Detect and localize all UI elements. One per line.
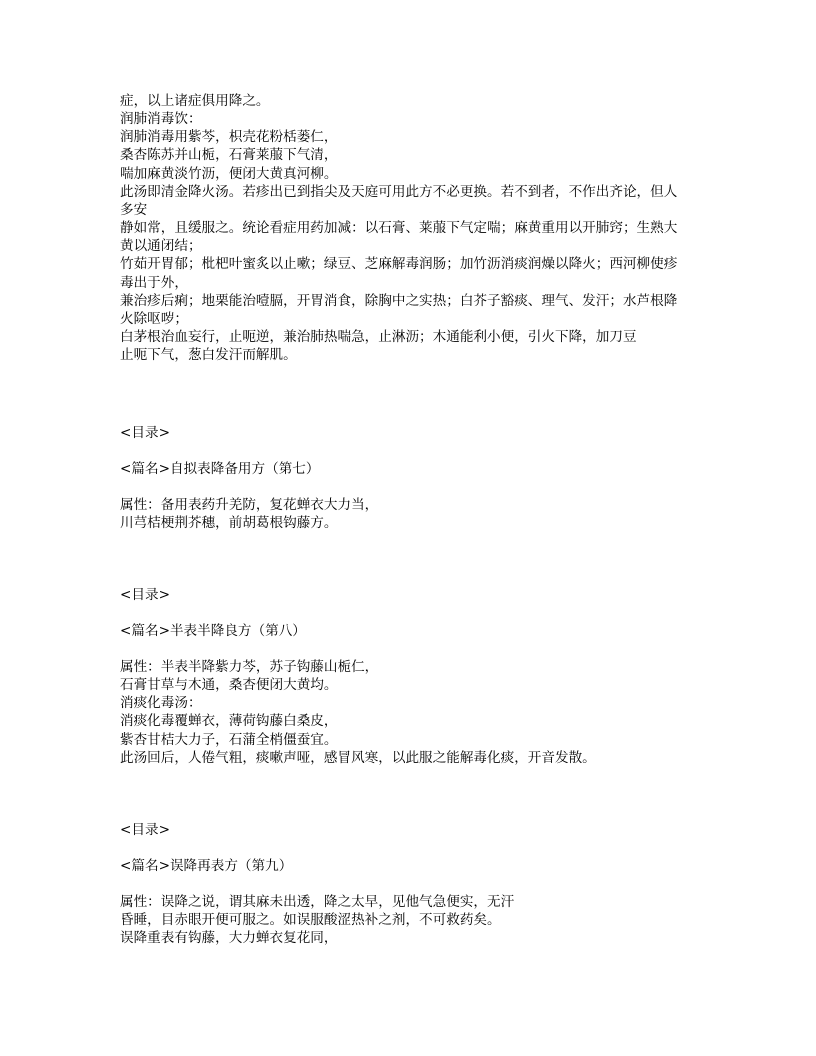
- text-line: 属性：误降之说，谓其麻未出透，降之太早，见他气急便实，无汗: [120, 894, 515, 910]
- text-line: 多安: [120, 201, 148, 218]
- text-line: 石膏甘草与木通，桑杏便闭大黄均。: [120, 677, 338, 694]
- text-line: 黄以通闭结；: [120, 238, 202, 255]
- toc-link[interactable]: [120, 586, 710, 604]
- text-line: 止呃下气，葱白发汗而解肌。: [120, 347, 297, 364]
- text-line: 消痰化毒汤：: [120, 695, 202, 712]
- text-line: <篇名>自拟表降备用方（第七）: [120, 461, 320, 477]
- text-line: 毒出于外，: [120, 274, 188, 291]
- text-line: 润肺消毒用紫芩，枳壳花粉栝蒌仁，: [120, 129, 338, 146]
- text-line: 润肺消毒饮：: [120, 111, 202, 128]
- text-line: 昏睡，目赤眼开便可服之。如误服酸涩热补之剂，不可救药矣。: [120, 912, 501, 929]
- text-line[interactable]: <目录>: [120, 822, 170, 838]
- text-line: 火除呕哕；: [120, 310, 188, 327]
- text-line: 属性：半表半降紫力芩，苏子钩藤山栀仁，: [120, 659, 379, 675]
- text-line: 误降重表有钩藤，大力蝉衣复花同，: [120, 930, 338, 947]
- text-line: 症，以上诸症俱用降之。: [120, 93, 270, 109]
- chapter-body: [120, 893, 710, 947]
- text-line: 白茅根治血妄行，止呃逆，兼治肺热喘急，止淋沥；木通能利小便，引火下降，加刀豆: [120, 329, 637, 346]
- text-line: 消痰化毒覆蝉衣，薄荷钩藤白桑皮，: [120, 713, 338, 730]
- chapter-title: [120, 857, 710, 875]
- continued-text: [120, 92, 710, 364]
- text-line: 紫杏甘桔大力子，石蒲全梢僵蚕宜。: [120, 731, 338, 748]
- text-line: 兼治疹后痢；地栗能治噎膈，开胃消食，除胸中之实热；白芥子豁痰、理气、发汗；水芦根降: [120, 292, 678, 309]
- text-line: 竹茹开胃郁；枇杷叶蜜炙以止嗽；绿豆、芝麻解毒润肠；加竹沥消痰润燥以降火；西河柳使疹: [120, 256, 678, 273]
- text-line: 静如常，且缓服之。统论看症用药加减：以石膏、莱菔下气定喘；麻黄重用以开肺窍；生熟大: [120, 220, 678, 237]
- chapter-body: [120, 496, 710, 532]
- text-line: 川芎桔梗荆芥穗，前胡葛根钩藤方。: [120, 515, 338, 532]
- chapter-title: [120, 622, 710, 640]
- text-line: 此汤即清金降火汤。若疹出已到指尖及天庭可用此方不必更换。若不到者，不作出齐论，但人: [120, 183, 678, 200]
- toc-link[interactable]: [120, 821, 710, 839]
- text-line: 此汤回后，人倦气粗，痰嗽声哑，感冒风寒，以此服之能解毒化痰，开音发散。: [120, 749, 596, 766]
- chapter-body: [120, 658, 710, 767]
- text-line: <篇名>半表半降良方（第八）: [120, 623, 306, 639]
- toc-link[interactable]: [120, 424, 710, 442]
- chapter-title: [120, 460, 710, 478]
- text-line: 属性：备用表药升羌防，复花蝉衣大力当，: [120, 497, 379, 513]
- text-line[interactable]: <目录>: [120, 587, 170, 603]
- text-line: <篇名>误降再表方（第九）: [120, 858, 293, 874]
- text-line: 桑杏陈苏并山栀，石膏莱菔下气清，: [120, 147, 338, 164]
- text-line[interactable]: <目录>: [120, 425, 170, 441]
- text-line: 喘加麻黄淡竹沥，便闭大黄真河柳。: [120, 165, 338, 182]
